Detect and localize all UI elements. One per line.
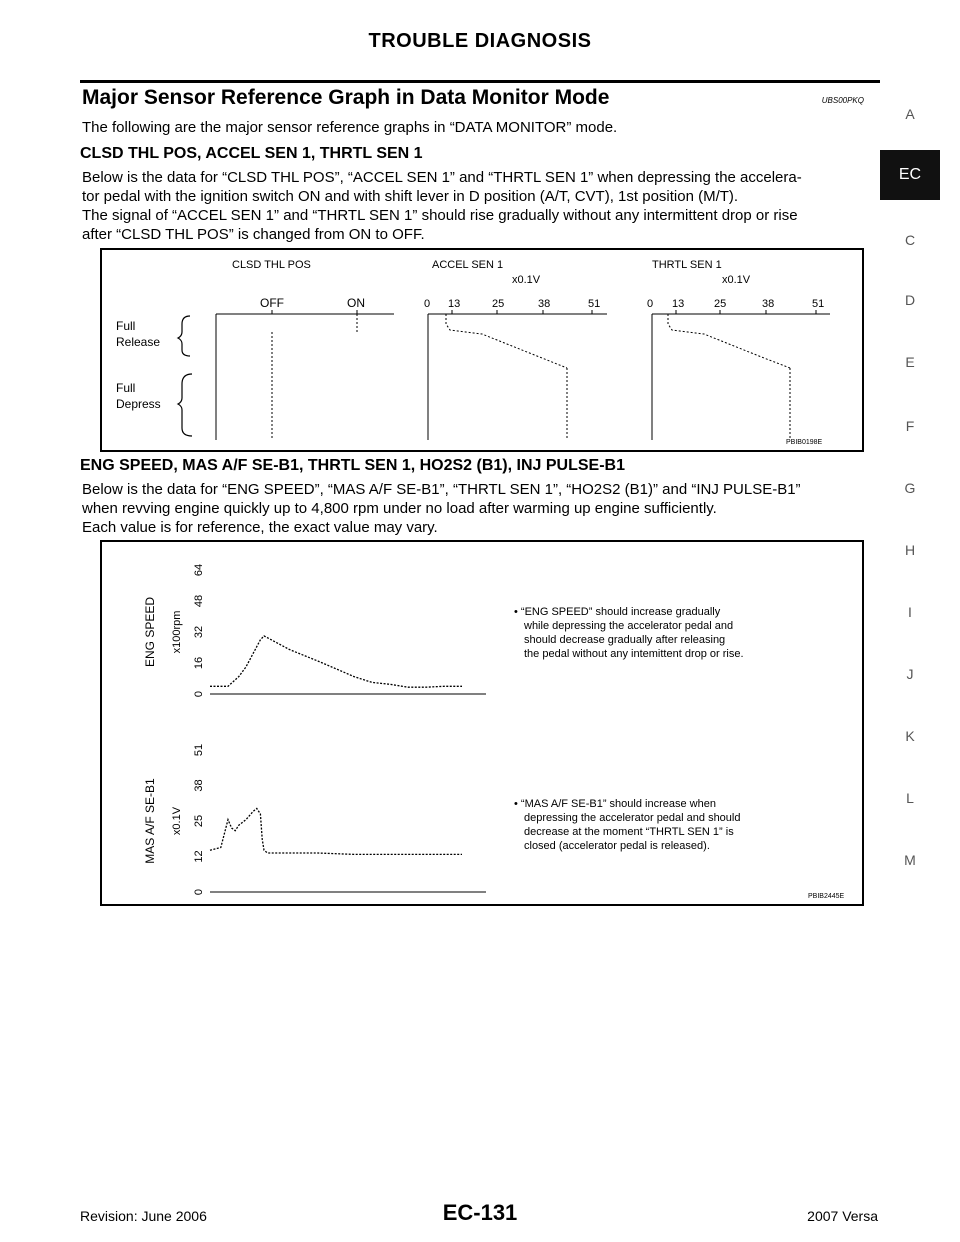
- note-line: • “MAS A/F SE-B1” should increase when: [514, 798, 716, 810]
- page-header: TROUBLE DIAGNOSIS: [368, 30, 592, 52]
- tab-l[interactable]: L: [906, 790, 914, 806]
- note-line: the pedal without any intemittent drop or rise.: [524, 648, 744, 660]
- tab-a[interactable]: A: [905, 106, 915, 122]
- intro-text: The following are the major sensor reference graphs in “DATA MONITOR” mode.: [82, 119, 618, 136]
- note-line: depressing the accelerator pedal and should: [524, 812, 741, 824]
- clsd-title: CLSD THL POS: [232, 259, 311, 271]
- tab-g[interactable]: G: [904, 480, 916, 496]
- thrtl-trace: [668, 314, 790, 368]
- subsection-1-title: CLSD THL POS, ACCEL SEN 1, THRTL SEN 1: [80, 145, 423, 162]
- note-line: should decrease gradually after releasing: [524, 634, 726, 646]
- tab-h[interactable]: H: [904, 542, 916, 558]
- full-depress-label: Full: [116, 381, 136, 395]
- maf-chart: [143, 744, 486, 895]
- y-tick-label: 0: [193, 690, 205, 698]
- tab-k[interactable]: K: [905, 728, 915, 744]
- figure-2-code: PBIB2445E: [808, 893, 845, 900]
- thrtl-title: THRTL SEN 1: [652, 259, 722, 271]
- full-release-label: Release: [116, 335, 161, 349]
- full-release-label: Full: [116, 319, 136, 333]
- figure-2: [100, 540, 864, 906]
- tab-j[interactable]: J: [906, 666, 914, 682]
- tick-label: 25: [492, 298, 505, 310]
- tab-i[interactable]: I: [908, 604, 912, 620]
- tick-label: 0: [647, 298, 654, 310]
- tab-c[interactable]: C: [904, 232, 916, 248]
- figure-1-code: PBIB0198E: [786, 439, 823, 446]
- footer-model: 2007 Versa: [807, 1208, 878, 1224]
- accel-unit: x0.1V: [512, 274, 541, 286]
- accel-title: ACCEL SEN 1: [432, 259, 504, 271]
- note-line: closed (accelerator pedal is released).: [524, 840, 710, 852]
- y-tick-label: 48: [193, 594, 205, 608]
- tab-m[interactable]: M: [904, 852, 916, 868]
- tab-d[interactable]: D: [904, 292, 916, 308]
- tick-label: 13: [672, 298, 685, 310]
- text-line: The signal of “ACCEL SEN 1” and “THRTL SEN 1” should rise gradually without any intermittent drop or rise: [82, 207, 798, 224]
- series-line: [210, 809, 462, 855]
- tab-e[interactable]: E: [905, 354, 915, 370]
- clsd-axes: [216, 310, 394, 440]
- text-line: Below is the data for “ENG SPEED”, “MAS A/F SE-B1”, “THRTL SEN 1”, “HO2S2 (B1)” and “INJ PULSE-B1”: [82, 481, 801, 498]
- y-tick-label: 16: [193, 656, 205, 670]
- y-axis-label: x100rpm: [171, 610, 183, 654]
- on-label: ON: [347, 296, 365, 310]
- thrtl-axes: [652, 310, 830, 440]
- figure-1-svg: [102, 250, 862, 450]
- header-rule: [80, 80, 880, 83]
- note-2: [514, 798, 740, 852]
- chart-title: MAS A/F SE-B1: [143, 778, 157, 864]
- y-tick-label: 12: [193, 850, 205, 863]
- thrtl-unit: x0.1V: [722, 274, 751, 286]
- eng-speed-chart: [143, 564, 486, 697]
- note-line: decrease at the moment “THRTL SEN 1” is: [524, 826, 734, 838]
- side-tabs: [880, 0, 960, 1242]
- text-line: Below is the data for “CLSD THL POS”, “ACCEL SEN 1” and “THRTL SEN 1” when depressing the accelera-: [82, 169, 802, 186]
- subsection-2-title: ENG SPEED, MAS A/F SE-B1, THRTL SEN 1, HO2S2 (B1), INJ PULSE-B1: [80, 457, 625, 474]
- tick-label: 51: [812, 298, 825, 310]
- note-line: • “ENG SPEED” should increase gradually: [514, 606, 721, 618]
- section-title: Major Sensor Reference Graph in Data Monitor Mode: [82, 86, 610, 109]
- footer-revision: Revision: June 2006: [80, 1208, 207, 1224]
- note-line: while depressing the accelerator pedal and: [524, 620, 734, 632]
- figure-1: [100, 248, 864, 452]
- y-tick-label: 0: [193, 888, 205, 896]
- note-1: [514, 606, 744, 660]
- y-axis-label: x0.1V: [171, 806, 183, 836]
- text-line: after “CLSD THL POS” is changed from ON to OFF.: [82, 226, 425, 243]
- off-label: OFF: [260, 296, 284, 310]
- tab-ec[interactable]: EC: [880, 150, 940, 200]
- chart-title: ENG SPEED: [143, 596, 157, 668]
- tick-label: 13: [448, 298, 461, 310]
- tick-label: 25: [714, 298, 727, 310]
- y-tick-label: 25: [193, 814, 205, 828]
- y-tick-label: 32: [193, 625, 205, 639]
- footer-page-number: EC-131: [442, 1200, 518, 1225]
- tick-label: 0: [424, 298, 431, 310]
- thrtl-ticks: [647, 298, 824, 310]
- subsection-2-text: [82, 480, 882, 537]
- depress-brace: [178, 374, 192, 436]
- text-line: tor pedal with the ignition switch ON and with shift lever in D position (A/T, CVT), 1st position (M/T).: [82, 188, 739, 205]
- accel-trace: [446, 314, 567, 368]
- y-tick-label: 64: [193, 563, 205, 577]
- y-tick-label: 38: [193, 779, 205, 792]
- section-code: UBS00PKQ: [821, 96, 864, 105]
- series-line: [210, 636, 462, 687]
- subsection-1-text: [82, 168, 882, 244]
- accel-ticks: [424, 298, 600, 310]
- tick-label: 38: [538, 298, 551, 310]
- figure-2-svg: [102, 542, 862, 904]
- tick-label: 51: [588, 298, 601, 310]
- accel-axes: [428, 310, 607, 440]
- text-line: when revving engine quickly up to 4,800 rpm under no load after warming up engine sufficiently.: [82, 500, 717, 517]
- tab-f[interactable]: F: [905, 418, 915, 434]
- release-brace: [178, 316, 190, 356]
- text-line: Each value is for reference, the exact value may vary.: [82, 519, 438, 536]
- full-depress-label: Depress: [116, 397, 161, 411]
- y-tick-label: 51: [193, 743, 205, 757]
- tick-label: 38: [762, 298, 775, 310]
